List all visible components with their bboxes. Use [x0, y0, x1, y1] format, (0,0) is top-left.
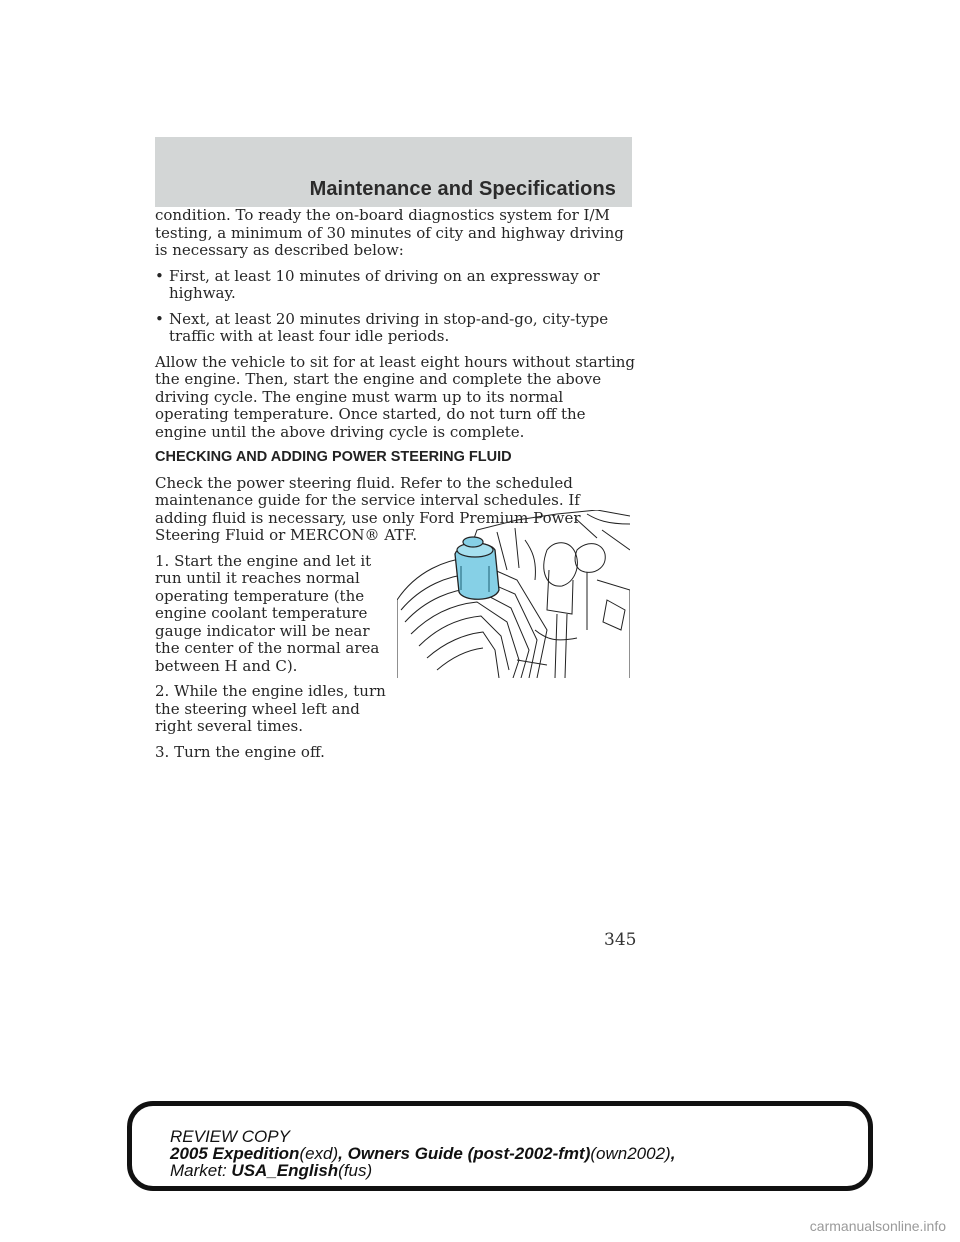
list-item: • Next, at least 20 minutes driving in stop-and-go, city-type traffic with at least four idle periods. — [155, 309, 609, 345]
step-1: 1. Start the engine and let it run until it reaches normal operating temperature (the engine coolant temperature gauge indicator will be near the center of the normal area between H and C). — [155, 551, 380, 675]
step-2: 2. While the engine idles, turn the steering wheel left and right several times. — [155, 682, 386, 735]
review-copy-text — [170, 1128, 675, 1179]
section-title: Maintenance and Specifications — [309, 178, 616, 200]
page-body — [155, 207, 635, 769]
list-item: • First, at least 10 minutes of driving on an expressway or highway. — [155, 266, 600, 302]
watermark: carmanualsonline.info — [809, 1218, 946, 1234]
bullet-list — [155, 268, 635, 346]
check-paragraph: Check the power steering fluid. Refer to the scheduled maintenance guide for the service interval schedules. If adding fluid is necessary, use only Ford Premium Power Steering Fluid or MERCON® ATF. — [155, 473, 581, 544]
review-copy-box — [127, 1101, 873, 1191]
intro-paragraph: condition. To ready the on-board diagnostics system for I/M testing, a minimum of 30 minutes of city and highway driving is necessary as described below: — [155, 206, 624, 259]
allow-paragraph: Allow the vehicle to sit for at least eight hours without starting the engine. Then, start the engine and complete the above driving cycle. The engine must warm up to its normal operating temperature. Once started, do not turn off the engine until the above driving cycle is complete. — [155, 352, 635, 441]
review-copy-label: REVIEW COPY — [170, 1127, 290, 1146]
step-3: 3. Turn the engine off. — [155, 742, 325, 761]
engine-compartment-illustration — [397, 510, 630, 678]
section-heading: CHECKING AND ADDING POWER STEERING FLUID — [155, 449, 512, 465]
header-band — [155, 137, 632, 207]
bullet-icon: • — [155, 309, 164, 328]
bullet-icon: • — [155, 266, 164, 285]
review-market-line: Market: USA_English(fus) — [170, 1161, 373, 1180]
review-model-line: 2005 Expedition(exd), Owners Guide (post-2002-fmt)(own2002), — [170, 1144, 676, 1163]
page-number: 345 — [604, 930, 637, 950]
steps — [155, 553, 393, 762]
